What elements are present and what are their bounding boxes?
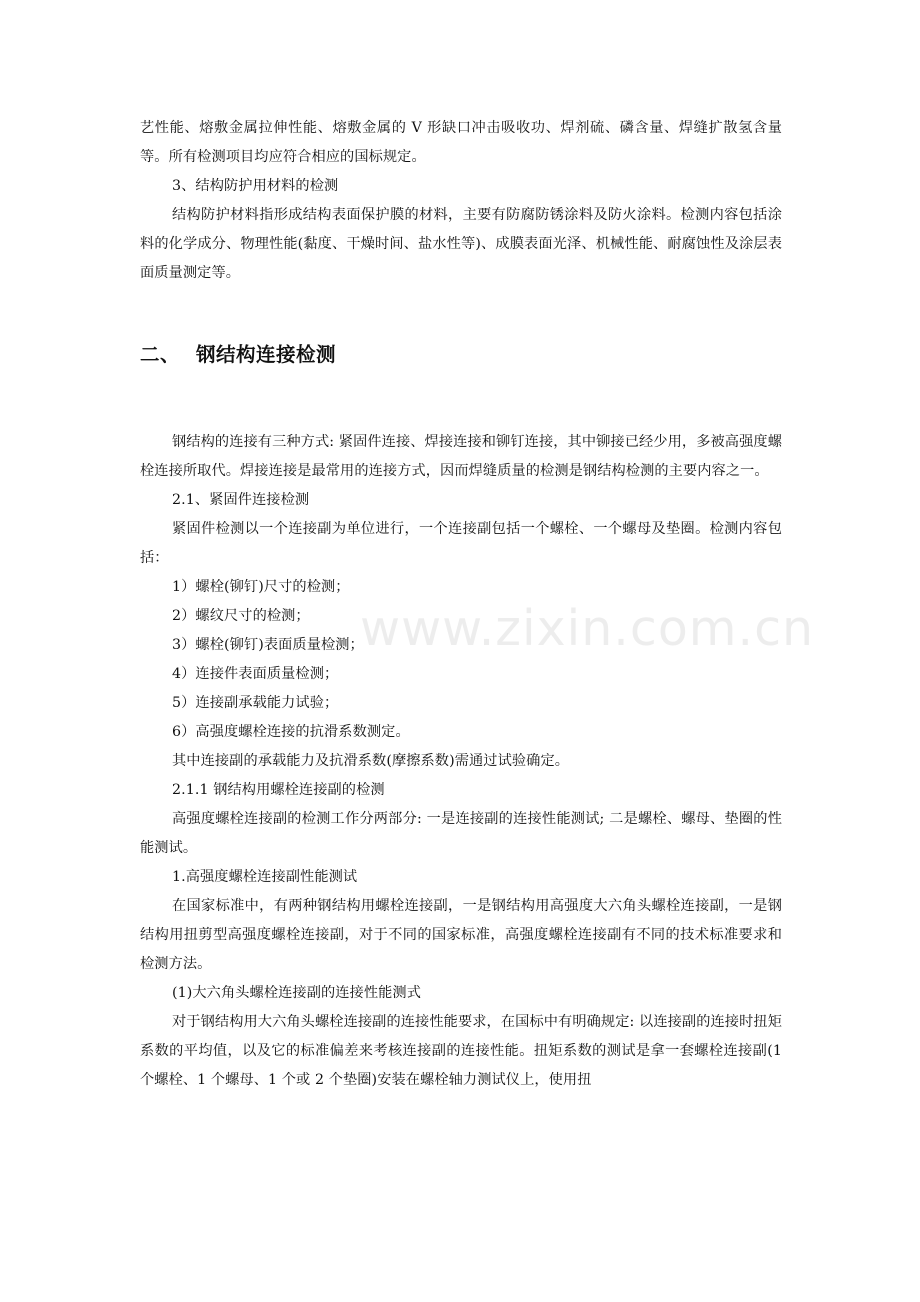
section-heading [140, 338, 336, 372]
paragraph-welding-props: 艺性能、熔敷金属拉伸性能、熔敷金属的 V 形缺口冲击吸收功、焊剂硫、磷含量、焊缝扩散氢含量等。所有检测项目均应符合相应的国标规定。 [140, 120, 782, 165]
paragraph-after-list: 其中连接副的承载能力及抗滑系数(摩擦系数)需通过试验确定。 [172, 753, 570, 769]
list-item: 4）连接件表面质量检测； [172, 666, 339, 682]
subheading-bolt-pair: 2.1.1 钢结构用螺栓连接副的检测 [172, 782, 385, 798]
paragraph-protective-materials: 结构防护材料指形成结构表面保护膜的材料，主要有防腐防锈涂料及防火涂料。检测内容包括涂料的化学成分、物理性能(黏度、干燥时间、盐水性等)、成膜表面光泽、机械性能、耐腐蚀性及涂层表面质量测定等。 [140, 207, 782, 281]
subheading-hex-bolt: (1)大六角头螺栓连接副的连接性能测式 [172, 985, 421, 1001]
subheading-fastener: 2.1、紧固件连接检测 [172, 492, 310, 508]
list-item: 5）连接副承载能力试验； [172, 695, 339, 711]
section2-body [140, 428, 782, 1095]
list-item: 1）螺栓(铆钉)尺寸的检测； [172, 579, 350, 595]
item-protective-materials: 3、结构防护用材料的检测 [172, 178, 339, 194]
heading-title: 钢结构连接检测 [196, 343, 337, 366]
paragraph-connection-intro: 钢结构的连接有三种方式: 紧固件连接、焊接连接和铆钉连接，其中铆接已经少用，多被高强度螺栓连接所取代。焊接连接是最常用的连接方式，因而焊缝质量的检测是钢结构检测的主要内容之一。 [140, 434, 782, 479]
heading-number: 二、 [140, 343, 181, 366]
watermark: www.zixin.com.cn [360, 600, 815, 657]
list-item: 3）螺栓(铆钉)表面质量检测； [172, 637, 364, 653]
paragraph-fastener: 紧固件检测以一个连接副为单位进行，一个连接副包括一个螺栓、一个螺母及垫圈。检测内容包括： [140, 521, 782, 566]
paragraph-bolt-pair: 高强度螺栓连接副的检测工作分两部分: 一是连接副的连接性能测试; 二是螺栓、螺母、垫圈的性能测试。 [140, 811, 782, 856]
section1-body [140, 114, 782, 288]
paragraph-hex-bolt: 对于钢结构用大六角头螺栓连接副的连接性能要求，在国标中有明确规定: 以连接副的连接时扭矩系数的平均值，以及它的标准偏差来考核连接副的连接性能。扭矩系数的测试是拿一套螺栓连接副(1 个螺栓、1 个螺母、1 个或 2 个垫圈)安装在螺栓轴力测试仪上，使用扭 [140, 1014, 782, 1088]
paragraph-performance: 在国家标准中，有两种钢结构用螺栓连接副，一是钢结构用高强度大六角头螺栓连接副，一是钢结构用扭剪型高强度螺栓连接副，对于不同的国家标准，高强度螺栓连接副有不同的技术标准要求和检测方法。 [140, 898, 782, 972]
list-item: 6）高强度螺栓连接的抗滑系数测定。 [172, 724, 410, 740]
list-item: 2）螺纹尺寸的检测； [172, 608, 310, 624]
subheading-performance: 1.高强度螺栓连接副性能测试 [172, 869, 358, 885]
